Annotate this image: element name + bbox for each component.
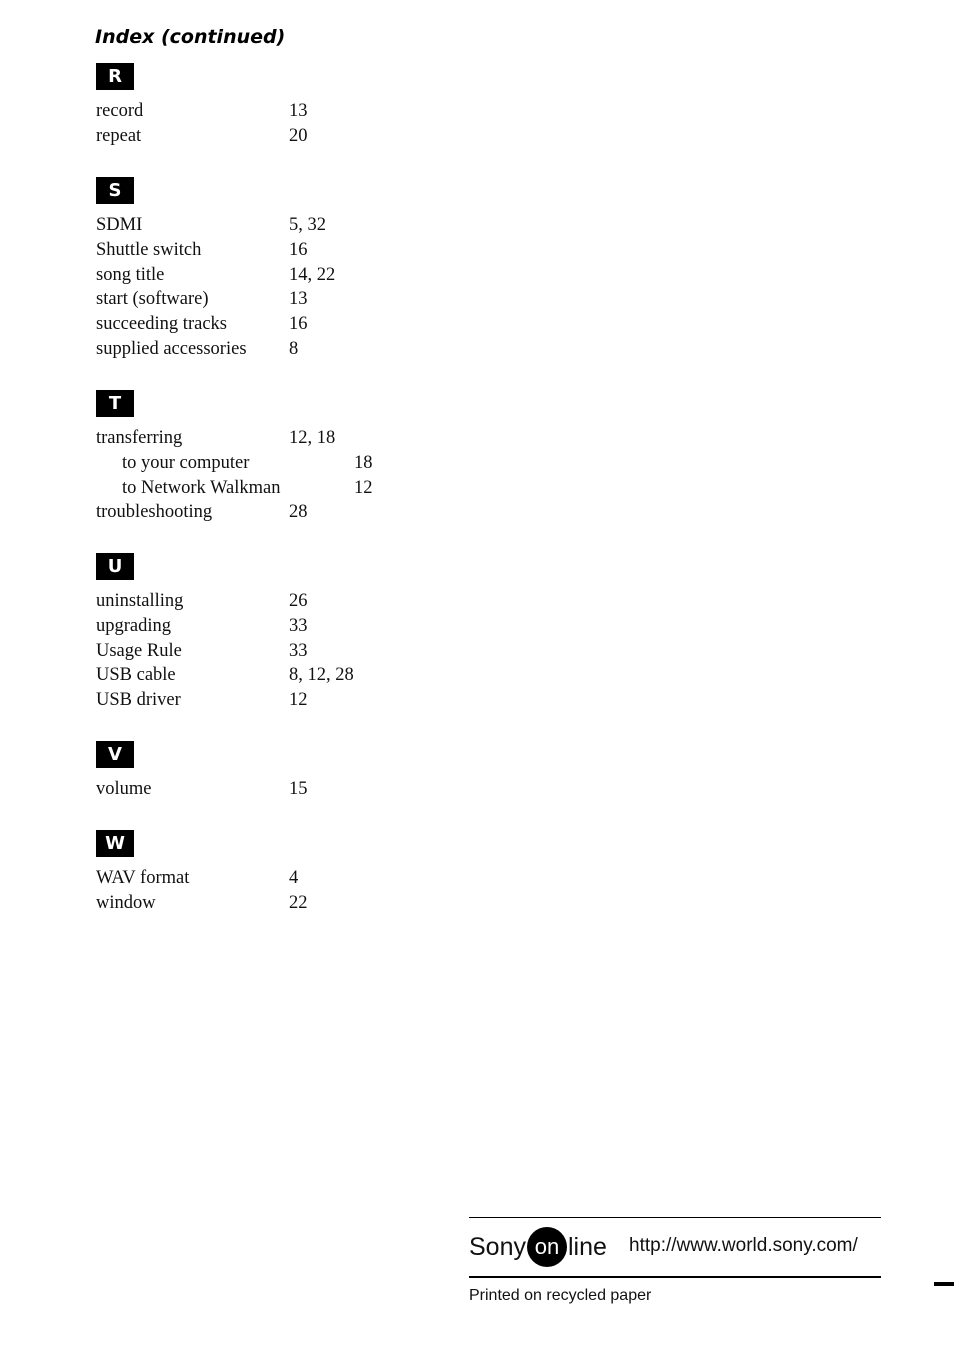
index-entry <box>96 213 326 238</box>
index-subentry <box>96 451 373 476</box>
index-entry <box>96 337 299 362</box>
entry-pages: 33 <box>289 640 308 661</box>
entry-term: start (software) <box>96 289 209 310</box>
recycled-paper-note: Printed on recycled paper <box>469 1287 652 1304</box>
section-letter: S <box>96 177 134 204</box>
entry-pages: 33 <box>289 615 308 636</box>
index-entry <box>96 589 308 614</box>
index-section-s <box>96 177 336 362</box>
index-entry <box>96 426 336 451</box>
entry-term: repeat <box>96 125 142 146</box>
index-entry <box>96 866 299 891</box>
index-section-u <box>96 553 354 713</box>
entry-term: to Network Walkman <box>122 477 281 498</box>
entry-term: to your computer <box>122 452 250 473</box>
entry-pages: 5, 32 <box>289 215 326 235</box>
entry-pages: 8 <box>289 338 299 359</box>
entry-term: USB driver <box>96 690 181 711</box>
entry-term: Shuttle switch <box>96 239 202 260</box>
entry-list <box>96 99 308 149</box>
entry-list <box>96 866 308 916</box>
index-section-t <box>96 390 373 525</box>
entry-term: troubleshooting <box>96 502 213 523</box>
entry-term: upgrading <box>96 615 172 636</box>
entry-pages: 13 <box>289 289 308 310</box>
entry-pages: 20 <box>289 125 308 146</box>
entry-pages: 8, 12, 28 <box>289 665 354 686</box>
entry-list <box>96 589 354 713</box>
index-entry <box>96 99 308 124</box>
entry-list <box>96 213 336 362</box>
index-entry <box>96 777 308 802</box>
section-letter: U <box>96 553 134 580</box>
entry-term: volume <box>96 779 152 799</box>
entry-list <box>96 777 308 802</box>
logo-text-sony: Sony <box>469 1232 526 1261</box>
entry-term: window <box>96 892 156 913</box>
footer-divider-top <box>469 1217 881 1218</box>
index-entry <box>96 312 308 337</box>
website-url: http://www.world.sony.com/ <box>629 1235 858 1256</box>
section-letter: T <box>96 390 134 417</box>
page-title: Index (continued) <box>95 26 286 48</box>
footer-divider-bottom <box>469 1276 881 1278</box>
index-subentry <box>96 476 373 501</box>
entry-pages: 26 <box>289 591 308 611</box>
entry-pages: 28 <box>289 502 308 523</box>
entry-term: song title <box>96 264 165 285</box>
index-entry <box>96 891 308 916</box>
entry-term: SDMI <box>96 215 143 235</box>
index-entry <box>96 238 308 263</box>
entry-term: succeeding tracks <box>96 314 227 335</box>
entry-pages: 12, 18 <box>289 428 336 448</box>
entry-pages: 18 <box>354 452 373 473</box>
index-entry <box>96 263 336 288</box>
index-entry <box>96 663 354 688</box>
logo-text-line: line <box>567 1232 607 1261</box>
entry-pages: 14, 22 <box>289 264 336 285</box>
index-entry <box>96 688 308 713</box>
entry-term: record <box>96 101 144 121</box>
sony-online-logo <box>469 1226 607 1268</box>
section-letter: V <box>96 741 134 768</box>
index-section-v <box>96 741 308 802</box>
entry-pages: 13 <box>289 101 308 121</box>
section-letter: R <box>96 63 134 90</box>
page-edge-mark <box>934 1282 954 1286</box>
entry-term: transferring <box>96 428 183 448</box>
index-entry <box>96 639 308 664</box>
entry-pages: 15 <box>289 779 308 799</box>
index-entry <box>96 614 308 639</box>
entry-pages: 16 <box>289 314 308 335</box>
entry-term: Usage Rule <box>96 640 182 661</box>
entry-list <box>96 426 373 525</box>
entry-term: WAV format <box>96 868 190 888</box>
index-entry <box>96 124 308 149</box>
index-section-w <box>96 830 308 916</box>
entry-term: uninstalling <box>96 591 184 611</box>
entry-pages: 12 <box>289 690 308 711</box>
entry-term: supplied accessories <box>96 338 247 359</box>
section-letter: W <box>96 830 134 857</box>
index-section-r <box>96 63 308 149</box>
entry-pages: 4 <box>289 868 299 888</box>
entry-pages: 16 <box>289 239 308 260</box>
entry-pages: 22 <box>289 892 308 913</box>
entry-term: USB cable <box>96 665 176 686</box>
index-entry <box>96 287 308 312</box>
entry-pages: 12 <box>354 477 373 498</box>
index-entry <box>96 500 308 525</box>
logo-on-badge: on <box>527 1227 567 1267</box>
